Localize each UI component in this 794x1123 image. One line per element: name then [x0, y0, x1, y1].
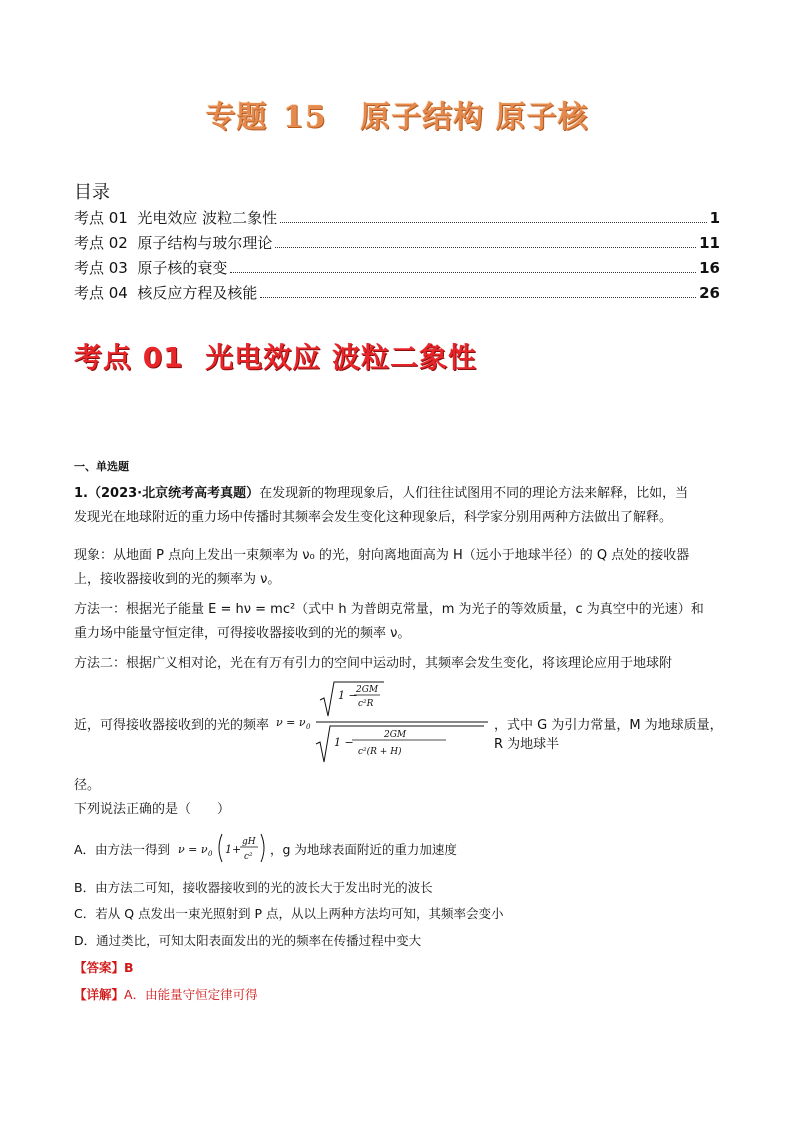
document-title — [0, 92, 794, 136]
title-number: 15 — [282, 100, 327, 135]
svg-text:2GM: 2GM — [384, 730, 407, 740]
title-part2: 原子结构 原子核 — [360, 100, 589, 135]
method-one-text — [74, 598, 722, 646]
method-two-line-2-pre: 近，可得接收器接收到的光的频率 — [74, 718, 270, 733]
section-code: 考点 01 — [74, 341, 184, 374]
section-heading — [74, 336, 477, 376]
toc-code: 考点 02 — [74, 234, 128, 252]
method-one-line-1: 方法一：根据光子能量 E = hν = mc²（式中 h 为普朗克常量，m 为光子的等效质量，c 为真空中的光速）和 — [74, 602, 704, 617]
toc-label: 目录 — [74, 182, 110, 203]
toc-code: 考点 04 — [74, 284, 128, 302]
toc-item[interactable] — [74, 232, 720, 253]
detail-line — [74, 985, 258, 1003]
method-two-line-2-post: ，式中 G 为引力常量，M 为地球质量，R 为地球半 — [494, 718, 723, 752]
relativity-frequency-formula — [276, 680, 488, 764]
toc-code: 考点 01 — [74, 209, 128, 227]
question-prompt: 下列说法正确的是（ ） — [74, 802, 231, 817]
toc-page: 16 — [699, 259, 720, 277]
intro-line-2: 发现光在地球附近的重力场中传播时其频率会发生变化这种现象后，科学家分别用两种方法做出了解释。 — [74, 510, 673, 525]
option-d[interactable]: D．通过类比，可知太阳表面发出的光的频率在传播过程中变大 — [74, 933, 422, 948]
intro-line-1: 在发现新的物理现象后，人们往往试图用不同的理论方法来解释，比如，当 — [259, 486, 689, 501]
answer-label: 【答案】 — [74, 960, 125, 975]
detail-label: 【详解】 — [74, 987, 125, 1002]
question-intro — [74, 482, 722, 530]
toc-text: 光电效应 波粒二象性 — [137, 209, 278, 227]
section-text: 光电效应 波粒二象性 — [205, 341, 477, 374]
svg-text:ν = ν: ν = ν — [276, 716, 306, 729]
answer-value: B — [124, 960, 134, 975]
question-number: 1. — [74, 486, 88, 501]
method-two-line-3: 径。 — [74, 778, 101, 793]
svg-text:c²(R + H): c²(R + H) — [358, 747, 402, 757]
toc-item[interactable] — [74, 257, 720, 278]
option-b[interactable]: B．由方法二可知，接收器接收到的光的波长大于发出时光的波长 — [74, 880, 433, 895]
phenomenon-line-2: 上，接收器接收到的光的频率为 ν。 — [74, 572, 281, 587]
question-type-heading: 一、单选题 — [74, 460, 129, 473]
svg-text:1+: 1+ — [225, 843, 242, 856]
svg-text:c²R: c²R — [358, 699, 374, 709]
svg-text:1 −: 1 − — [338, 689, 358, 702]
answer-line — [74, 958, 134, 976]
svg-text:0: 0 — [306, 723, 311, 731]
gravity-frequency-formula — [178, 828, 268, 868]
toc-page: 1 — [709, 209, 720, 227]
svg-text:gH: gH — [242, 837, 256, 847]
toc-text: 原子结构与玻尔理论 — [137, 234, 273, 252]
option-c[interactable]: C．若从 Q 点发出一束光照射到 P 点，从以上两种方法均可知，其频率会变小 — [74, 906, 504, 921]
svg-text:ν = ν: ν = ν — [178, 843, 208, 856]
method-one-line-2: 重力场中能量守恒定律，可得接收器接收到的光的频率 ν。 — [74, 626, 411, 641]
option-a[interactable] — [74, 828, 724, 868]
option-a-pre: A．由方法一得到 — [74, 842, 171, 857]
method-two-line-1: 方法二：根据广义相对论，光在有万有引力的空间中运动时，其频率会发生变化，将该理论应用于地球附 — [74, 656, 673, 671]
svg-text:2GM: 2GM — [356, 685, 379, 695]
phenomenon-line-1: 现象：从地面 P 点向上发出一束频率为 ν₀ 的光，射向离地面高为 H（远小于地球半径）的 Q 点处的接收器 — [74, 548, 690, 563]
detail-text: A．由能量守恒定律可得 — [124, 987, 258, 1002]
question-source: （2023·北京统考高考真题） — [87, 486, 260, 501]
toc-code: 考点 03 — [74, 259, 128, 277]
toc-text: 核反应方程及核能 — [137, 284, 258, 302]
toc-page: 11 — [699, 234, 720, 252]
svg-text:1 −: 1 − — [334, 736, 354, 749]
toc-page: 26 — [699, 284, 720, 302]
title-part1: 专题 — [205, 100, 268, 135]
toc-text: 原子核的衰变 — [137, 259, 228, 277]
toc-item[interactable] — [74, 207, 720, 228]
toc-item[interactable] — [74, 282, 720, 303]
svg-text:0: 0 — [208, 850, 213, 858]
phenomenon-text — [74, 544, 722, 592]
svg-text:c²: c² — [244, 852, 253, 862]
option-a-post: ，g 为地球表面附近的重力加速度 — [270, 842, 457, 857]
